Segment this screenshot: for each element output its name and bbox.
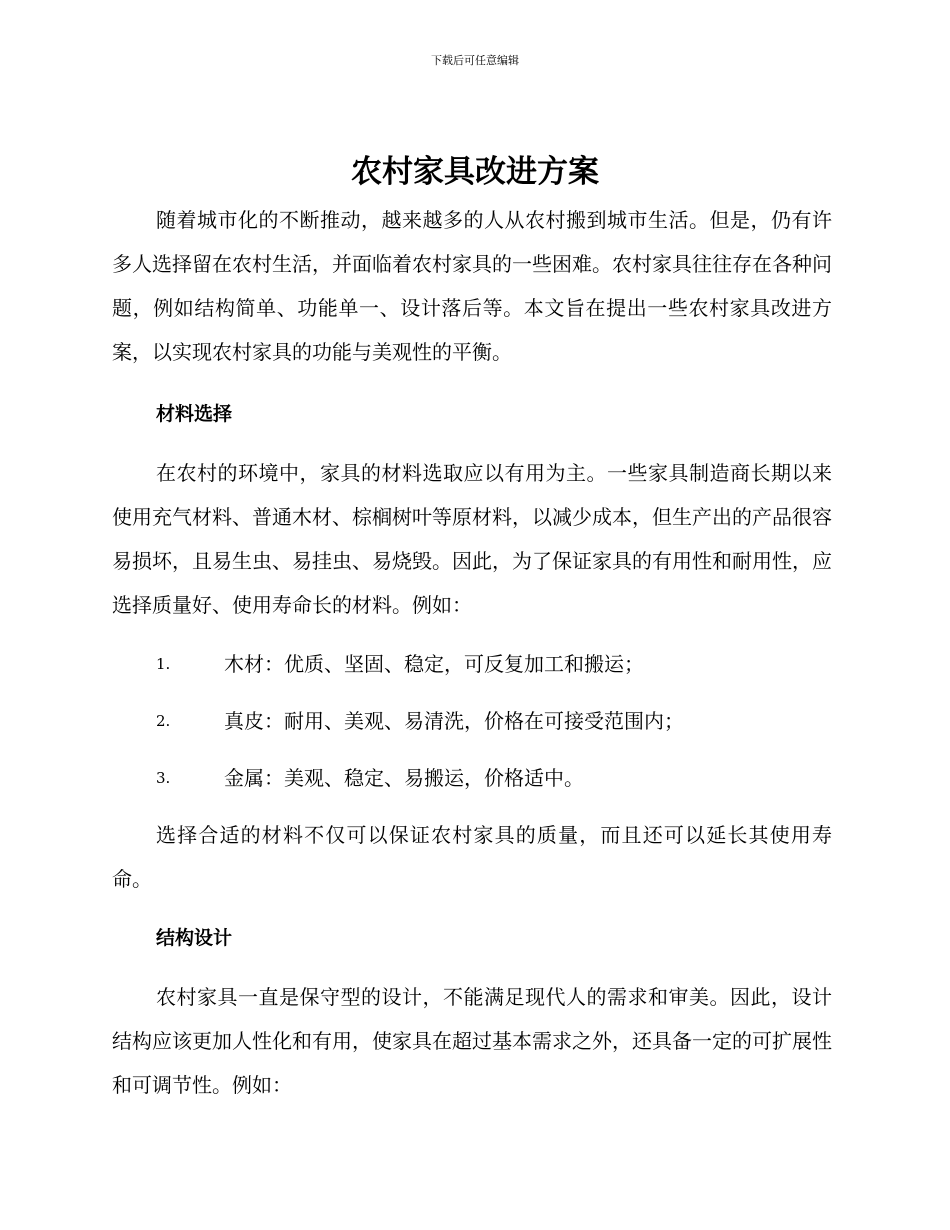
materials-paragraph: 在农村的环境中，家具的材料选取应以有用为主。一些家具制造商长期以来使用充气材料、普通木材、棕榈树叶等原材料，以减少成本，但生产出的产品很容易损坏，且易生虫、易挂虫、易烧毁。因此，为了保证家具的有用性和耐用性，应选择质量好、使用寿命长的材料。例如：	[112, 461, 832, 617]
list-number: 3.	[156, 769, 171, 787]
list-text: 木材：优质、坚固、稳定，可反复加工和搬运；	[224, 652, 644, 676]
materials-closing-paragraph: 选择合适的材料不仅可以保证农村家具的质量，而且还可以延长其使用寿命。	[112, 823, 832, 891]
intro-paragraph: 随着城市化的不断推动，越来越多的人从农村搬到城市生活。但是，仍有许多人选择留在农村生活，并面临着农村家具的一些困难。农村家具往往存在各种问题，例如结构简单、功能单一、设计落后等。本文旨在提出一些农村家具改进方案，以实现农村家具的功能与美观性的平衡。	[112, 208, 832, 364]
section-heading-materials: 材料选择	[156, 403, 233, 425]
page-header-note: 下载后可任意编辑	[431, 54, 519, 67]
structure-paragraph: 农村家具一直是保守型的设计，不能满足现代人的需求和审美。因此，设计结构应该更加人性化和有用，使家具在超过基本需求之外，还具备一定的可扩展性和可调节性。例如：	[112, 985, 832, 1097]
list-text: 真皮：耐用、美观、易清洗，价格在可接受范围内；	[224, 709, 684, 733]
section-heading-structure: 结构设计	[156, 927, 233, 949]
list-text: 金属：美观、稳定、易搬运，价格适中。	[224, 766, 584, 790]
list-number: 2.	[156, 712, 171, 730]
document-title: 农村家具改进方案	[351, 154, 599, 190]
list-number: 1.	[156, 655, 171, 673]
